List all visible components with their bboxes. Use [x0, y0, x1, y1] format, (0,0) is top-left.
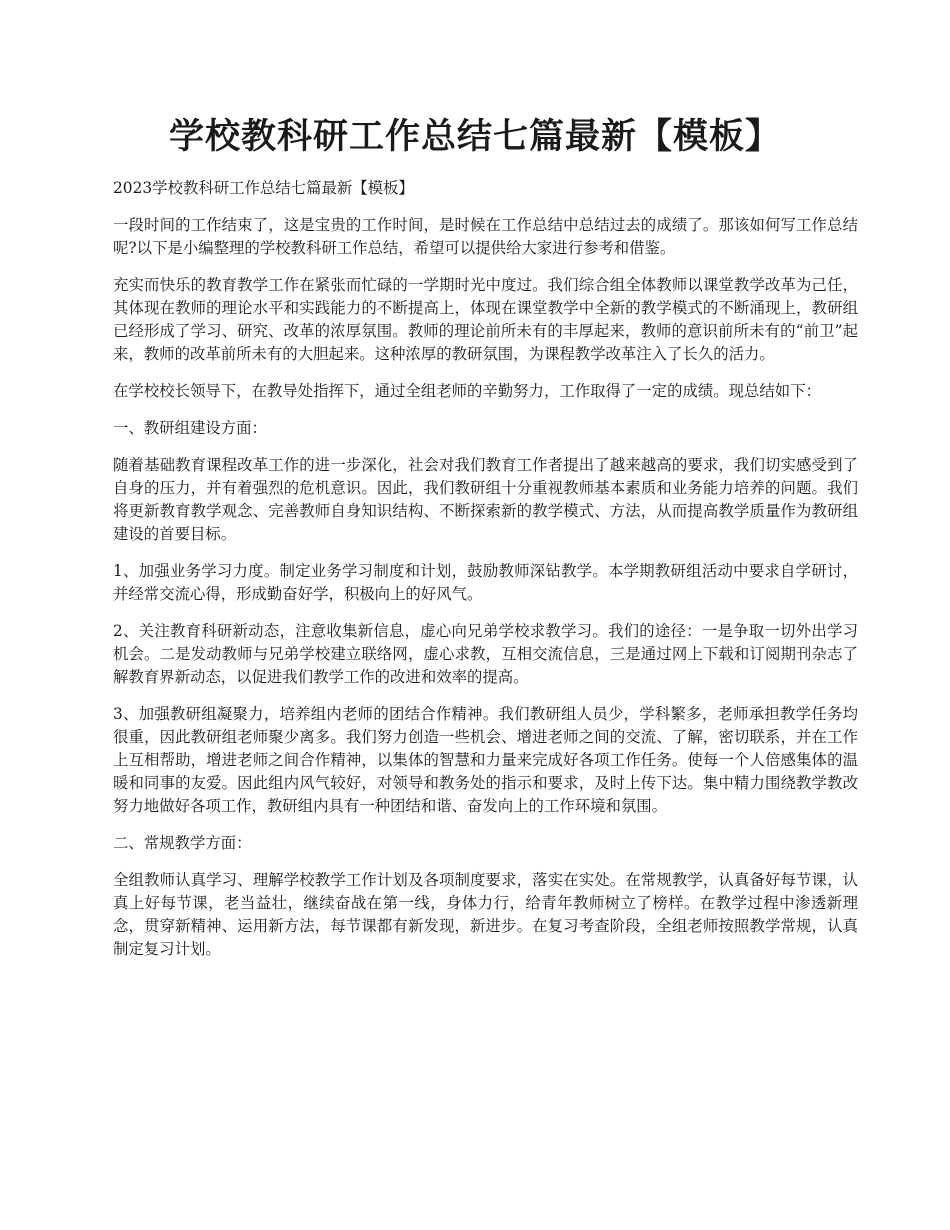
section-heading: 二、常规教学方面： — [113, 834, 252, 852]
intro-paragraph: 一段时间的工作结束了，这是宝贵的工作时间，是时候在工作总结中总结过去的成绩了。那该如何写工作总结呢?以下是小编整理的学校教科研工作总结，希望可以提供给大家进行参考和借鉴。 — [113, 216, 858, 257]
document-title: 学校教科研工作总结七篇最新【模板】 — [168, 116, 781, 157]
document-body — [113, 177, 858, 975]
section-heading: 一、教研组建设方面： — [113, 419, 267, 437]
subtitle-paragraph: 2023学校教科研工作总结七篇最新【模板】 — [113, 179, 414, 197]
list-item: 2、关注教育科研新动态，注意收集新信息，虚心向兄弟学校求教学习。我们的途径：一是争取一切外出学习机会。二是发动教师与兄弟学校建立联络网，虚心求教，互相交流信息，三是通过网上下载和订阅期刊杂志了解教育界新动态，以促进我们教学工作的改进和效率的提高。 — [113, 622, 858, 686]
body-paragraph: 充实而快乐的教育教学工作在紧张而忙碌的一学期时光中度过。我们综合组全体教师以课堂教学改革为己任，其体现在教师的理论水平和实践能力的不断提高上，体现在课堂教学中全新的教学模式的不断涌现上，教研组已经形成了学习、研究、改革的浓厚氛围。教师的理论前所未有的丰厚起来，教师的意识前所未有的“前卫”起来，教师的改革前所未有的大胆起来。这种浓厚的教研氛围，为课程教学改革注入了长久的活力。 — [113, 276, 858, 363]
body-paragraph: 随着基础教育课程改革工作的进一步深化，社会对我们教育工作者提出了越来越高的要求，我们切实感受到了自身的压力，并有着强烈的危机意识。因此，我们教研组十分重视教师基本素质和业务能力培养的问题。我们将更新教育教学观念、完善教师自身知识结构、不断探索新的教学模式、方法，从而提高教学质量作为教研组建设的首要目标。 — [113, 456, 858, 543]
list-item: 3、加强教研组凝聚力，培养组内老师的团结合作精神。我们教研组人员少，学科繁多，老师承担教学任务均很重，因此教研组老师聚少离多。我们努力创造一些机会、增进老师之间的交流、了解，密切联系，并在工作上互相帮助，增进老师之间合作精神，以集体的智慧和力量来完成好各项工作任务。使每一个人倍感集体的温暖和同事的友爱。因此组内风气较好，对领导和教务处的指示和要求，及时上传下达。集中精力围绕教学教改努力地做好各项工作，教研组内具有一种团结和谐、奋发向上的工作环境和氛围。 — [113, 705, 858, 815]
body-paragraph: 全组教师认真学习、理解学校教学工作计划及各项制度要求，落实在实处。在常规教学，认真备好每节课，认真上好每节课，老当益壮，继续奋战在第一线，身体力行，给青年教师树立了榜样。在教学过程中渗透新理念，贯穿新精神、运用新方法，每节课都有新发现，新进步。在复习考查阶段，全组老师按照教学常规，认真制定复习计划。 — [113, 871, 858, 958]
body-paragraph: 在学校校长领导下，在教导处指挥下，通过全组老师的辛勤努力，工作取得了一定的成绩。现总结如下： — [113, 382, 821, 400]
list-item: 1、加强业务学习力度。制定业务学习制度和计划，鼓励教师深钻教学。本学期教研组活动中要求自学研讨，并经常交流心得，形成勤奋好学，积极向上的好风气。 — [113, 562, 858, 603]
